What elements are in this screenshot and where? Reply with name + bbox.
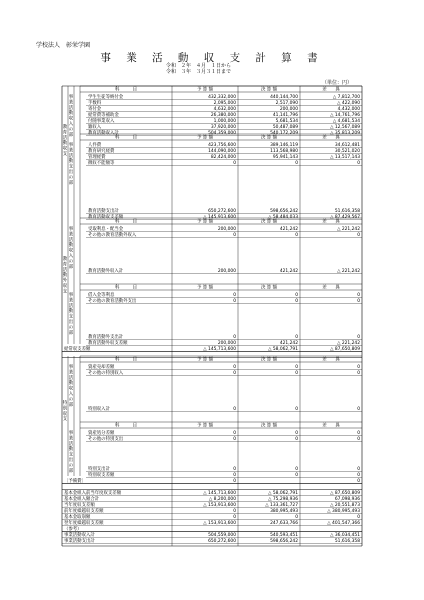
row-label: 事業活動収入計 xyxy=(64,533,95,538)
column-header-budget: 予 算 額 xyxy=(197,285,213,291)
cell-diff: △ 380,995,493 xyxy=(327,509,360,514)
column-header-subject: 科 目 xyxy=(115,285,137,291)
column-header-budget: 予 算 額 xyxy=(197,357,213,363)
row-label: 経常収支差額 xyxy=(64,347,91,352)
cell-diff: 34,612,481 xyxy=(334,143,360,148)
group-label-nonedu: 外 xyxy=(62,278,68,284)
subgroup-label: 収 xyxy=(68,248,74,254)
cell-actual: 2,517,090 xyxy=(275,101,298,106)
cell-actual: 440,144,700 xyxy=(270,95,298,100)
row-label: 受取利息・配当金 xyxy=(88,227,124,232)
cell-diff: 0 xyxy=(357,407,360,412)
group-label-special: 支 xyxy=(62,417,68,423)
group-label-edu: 活 xyxy=(62,135,68,141)
subgroup-label: 収 xyxy=(68,386,74,392)
row-label: 付随事業収入 xyxy=(88,119,115,124)
cell-diff: △ 221,242 xyxy=(337,341,360,346)
subgroup-label: 活 xyxy=(68,441,74,447)
period-to: 令和 ３年 ３月３１日まで xyxy=(166,69,232,75)
row-label: 教育活動収支差額 xyxy=(88,215,124,220)
cell-actual: 0 xyxy=(295,515,298,520)
cell-budget: 0 xyxy=(233,437,236,442)
cell-diff: 0 xyxy=(357,473,360,478)
cell-actual: 421,242 xyxy=(279,341,298,346)
subgroup-label: 入 xyxy=(68,122,74,127)
cell-budget: △ 8,200,000 xyxy=(208,497,236,502)
cell-diff: 0 xyxy=(357,515,360,520)
cell-actual: 540,593,451 xyxy=(270,533,298,538)
cell-actual: 0 xyxy=(295,437,298,442)
cell-diff: 0 xyxy=(357,371,360,376)
subgroup-label: 業 xyxy=(68,100,74,106)
subgroup-label: 事 xyxy=(68,227,74,232)
column-header-subject: 科 目 xyxy=(115,423,137,429)
subgroup-label: 部 xyxy=(68,468,74,474)
row-label: 基本金取崩額 xyxy=(64,515,91,520)
row-label: 資産処分差額 xyxy=(88,431,115,436)
cell-budget: 0 xyxy=(233,509,236,514)
cell-actual: 0 xyxy=(295,161,298,166)
subgroup-label: 事 xyxy=(68,431,74,436)
row-label: （参考） xyxy=(64,527,82,532)
cell-actual: 5,681,534 xyxy=(275,119,298,124)
cell-diff: △ 422,090 xyxy=(337,101,360,106)
cell-diff: △ 13,517,143 xyxy=(330,155,360,160)
cell-budget: 0 xyxy=(233,365,236,370)
subgroup-label: 業 xyxy=(68,370,74,376)
cell-actual: 0 xyxy=(295,407,298,412)
subgroup-label: 業 xyxy=(68,436,74,442)
cell-diff: △ 36,034,451 xyxy=(330,533,360,538)
row-label: 寄付金 xyxy=(88,107,102,112)
subgroup-label: 動 xyxy=(68,159,74,165)
row-label: 教育活動支出計 xyxy=(88,209,119,214)
cell-diff: △ 35,813,209 xyxy=(330,131,360,136)
cell-diff: 4,432,000 xyxy=(337,107,360,112)
cell-diff: △ 7,812,700 xyxy=(332,95,360,100)
cell-actual: 50,487,089 xyxy=(272,125,298,130)
subgroup-label: の xyxy=(68,175,74,181)
cell-budget: 200,000 xyxy=(217,341,236,346)
cell-budget: 0 xyxy=(233,299,236,304)
group-label-nonedu: 育 xyxy=(62,262,68,268)
cell-budget: 144,090,000 xyxy=(208,149,236,154)
cell-diff: △ 4,681,534 xyxy=(332,119,360,124)
row-label: 人件費 xyxy=(88,143,102,148)
subgroup-label: 活 xyxy=(68,375,74,381)
row-label: 手数料 xyxy=(88,101,102,106)
subgroup-label: 動 xyxy=(68,243,74,249)
cell-actual: 0 xyxy=(295,299,298,304)
subgroup-label: 出 xyxy=(68,458,74,463)
column-header-diff: 差 異 xyxy=(322,135,340,141)
cell-budget: 504,559,000 xyxy=(208,533,236,538)
subgroup-label: 活 xyxy=(68,303,74,309)
row-label: 学生生徒等納付金 xyxy=(88,95,124,100)
cell-diff: △ 87,429,567 xyxy=(330,215,360,220)
subgroup-label: 事 xyxy=(68,95,74,100)
group-label-special: 別 xyxy=(62,406,68,412)
column-header-actual: 決 算 額 xyxy=(261,135,277,141)
cell-actual: 389,146,119 xyxy=(270,143,298,148)
subgroup-label: 動 xyxy=(68,447,74,453)
row-label: 翌年度繰越収支差額 xyxy=(64,521,104,526)
cell-diff: 67,098,936 xyxy=(334,497,360,502)
cell-budget: 26,380,000 xyxy=(210,113,236,118)
cell-budget: △ 145,913,600 xyxy=(203,215,236,220)
row-label: 特別収支差額 xyxy=(88,473,115,478)
subgroup-label: 支 xyxy=(68,314,74,320)
cell-actual: △ 58,062,791 xyxy=(268,491,298,496)
column-header-actual: 決 算 額 xyxy=(261,357,277,363)
cell-diff: △ 221,242 xyxy=(337,269,360,274)
row-label: 管理経費 xyxy=(88,155,106,160)
cell-diff: 30,521,020 xyxy=(334,149,360,154)
group-label-edu: 教 xyxy=(62,125,68,130)
cell-budget: 0 xyxy=(233,293,236,298)
cell-budget: 0 xyxy=(233,431,236,436)
cell-actual: 0 xyxy=(295,233,298,238)
cell-budget: 432,332,000 xyxy=(208,95,236,100)
cell-diff: 0 xyxy=(357,467,360,472)
cell-diff: △ 87,650,809 xyxy=(330,491,360,496)
group-label-nonedu: 支 xyxy=(62,289,68,295)
cell-actual: 0 xyxy=(295,473,298,478)
cell-budget: 423,756,600 xyxy=(208,143,236,148)
cell-actual: 421,242 xyxy=(279,227,298,232)
cell-budget: 1,000,000 xyxy=(213,119,236,124)
cell-budget: 0 xyxy=(233,467,236,472)
column-header-subject: 科 目 xyxy=(115,135,137,141)
cell-diff: 0 xyxy=(357,293,360,298)
cell-diff: 51,616,358 xyxy=(334,209,360,214)
row-label: 借入金等利息 xyxy=(88,293,115,298)
row-label: 教育活動外収支差額 xyxy=(88,341,128,346)
column-header-budget: 予 算 額 xyxy=(197,219,213,225)
subgroup-label: の xyxy=(68,463,74,469)
row-label: 教育活動収入計 xyxy=(88,131,119,136)
subgroup-label: 部 xyxy=(68,264,74,270)
subgroup-label: 出 xyxy=(68,320,74,325)
cell-diff: 0 xyxy=(357,365,360,370)
cell-budget: 650,272,600 xyxy=(208,539,236,544)
column-header-actual: 決 算 額 xyxy=(261,87,277,93)
cell-budget: △ 153,913,600 xyxy=(203,521,236,526)
subgroup-label: 事 xyxy=(68,143,74,148)
subgroup-label: 部 xyxy=(68,330,74,336)
column-header-subject: 科 目 xyxy=(115,357,137,363)
cell-actual: 95,941,143 xyxy=(272,155,298,160)
subgroup-label: 業 xyxy=(68,148,74,154)
row-label: 基本金組入前当年度収支差額 xyxy=(64,491,122,496)
subgroup-label: 部 xyxy=(68,402,74,408)
subgroup-label: 支 xyxy=(68,164,74,170)
row-label: 特別支出計 xyxy=(88,467,110,472)
subgroup-label: 動 xyxy=(68,111,74,117)
cell-budget: 650,272,600 xyxy=(208,209,236,214)
cell-budget: 0 xyxy=(233,161,236,166)
cell-actual: 247,633,766 xyxy=(270,521,298,526)
group-label-edu: 動 xyxy=(62,141,68,147)
cell-budget: △ 145,713,600 xyxy=(203,491,236,496)
cell-diff: △ 14,761,796 xyxy=(330,113,360,118)
subgroup-label: 活 xyxy=(68,105,74,111)
column-header-actual: 決 算 額 xyxy=(261,423,277,429)
subgroup-label: 活 xyxy=(68,153,74,159)
cell-budget: 4,632,000 xyxy=(213,107,236,112)
cell-diff: △ 221,242 xyxy=(337,227,360,232)
cell-diff: 0 xyxy=(357,479,360,484)
cell-actual: △ 75,298,936 xyxy=(268,497,298,502)
cell-actual: 41,141,796 xyxy=(272,113,298,118)
cell-diff: △ 87,650,809 xyxy=(330,347,360,352)
cell-actual: 598,656,242 xyxy=(270,209,298,214)
cell-diff: △ 20,551,873 xyxy=(330,503,360,508)
subgroup-label: 事 xyxy=(68,365,74,370)
cell-budget: 0 xyxy=(233,479,236,484)
row-label: 雑収入 xyxy=(88,125,102,130)
cell-actual: △ 58,484,033 xyxy=(268,215,298,220)
row-label: 前年度繰越収支差額 xyxy=(64,509,104,514)
cell-diff: 51,616,358 xyxy=(334,539,360,544)
subgroup-label: 事 xyxy=(68,293,74,298)
cell-actual: 598,656,242 xyxy=(270,539,298,544)
document-title: 事 業 活 動 収 支 計 算 書 xyxy=(100,52,324,64)
cell-budget: 82,424,000 xyxy=(210,155,236,160)
cell-diff: △ 12,567,089 xyxy=(330,125,360,130)
cell-actual: 0 xyxy=(295,431,298,436)
column-header-diff: 差 異 xyxy=(322,219,340,225)
group-label-nonedu: 動 xyxy=(62,273,68,279)
column-header-subject: 科 目 xyxy=(115,219,137,225)
group-label-edu: 育 xyxy=(62,130,68,136)
row-label: 資産売却差額 xyxy=(88,365,115,370)
column-header-budget: 予 算 額 xyxy=(197,135,213,141)
cell-actual: △ 58,062,791 xyxy=(268,347,298,352)
cell-budget: △ 153,913,600 xyxy=(203,503,236,508)
cell-actual: 421,242 xyxy=(279,269,298,274)
organization-name: 学校法人 彰栄学園 xyxy=(36,42,91,49)
cell-actual: 380,995,493 xyxy=(270,509,298,514)
cell-actual: 0 xyxy=(295,365,298,370)
group-label-edu: 収 xyxy=(62,146,68,152)
row-label: 事業活動支出計 xyxy=(64,539,95,544)
cell-actual: 0 xyxy=(295,467,298,472)
row-label: 教育活動外支出計 xyxy=(88,335,124,340)
cell-actual: △ 133,361,727 xyxy=(265,503,298,508)
subgroup-label: の xyxy=(68,397,74,403)
subgroup-label: の xyxy=(68,127,74,133)
row-label: 基本金組入額合計 xyxy=(64,497,100,502)
row-label: 経常費等補助金 xyxy=(88,113,119,118)
subgroup-label: 部 xyxy=(68,132,74,138)
cell-actual: 0 xyxy=(295,293,298,298)
column-header-subject: 科 目 xyxy=(115,87,137,93)
cell-budget: 504,359,000 xyxy=(208,131,236,136)
column-header-diff: 差 異 xyxy=(322,285,340,291)
subgroup-label: 出 xyxy=(68,170,74,175)
cell-budget: 0 xyxy=(233,473,236,478)
cell-actual: 0 xyxy=(295,371,298,376)
column-header-diff: 差 異 xyxy=(322,87,340,93)
row-label: 当年度収支差額 xyxy=(64,503,95,508)
subgroup-label: 収 xyxy=(68,116,74,122)
cell-budget: 0 xyxy=(233,407,236,412)
cell-actual: 200,000 xyxy=(279,107,298,112)
cell-diff: 0 xyxy=(357,431,360,436)
row-label: 特別収入計 xyxy=(88,407,110,412)
cell-budget: 37,920,000 xyxy=(210,125,236,130)
subgroup-label: の xyxy=(68,325,74,331)
cell-actual: 113,568,980 xyxy=(270,149,298,154)
row-label: その他の特別支出 xyxy=(88,437,124,442)
subgroup-label: 入 xyxy=(68,254,74,259)
subgroup-label: 業 xyxy=(68,298,74,304)
subgroup-label: 業 xyxy=(68,232,74,238)
cell-diff: 0 xyxy=(357,299,360,304)
row-label: 教育研究経費 xyxy=(88,149,115,154)
subgroup-label: 動 xyxy=(68,381,74,387)
column-header-actual: 決 算 額 xyxy=(261,219,277,225)
cell-diff: 0 xyxy=(357,233,360,238)
cell-budget: △ 145,713,600 xyxy=(203,347,236,352)
cell-diff: △ 401,547,366 xyxy=(327,521,360,526)
row-label: 徴収不能額等 xyxy=(88,161,115,166)
column-header-diff: 差 異 xyxy=(322,357,340,363)
cell-diff: 0 xyxy=(357,335,360,340)
subgroup-label: 支 xyxy=(68,452,74,458)
cell-budget: 200,000 xyxy=(217,227,236,232)
cell-diff: 0 xyxy=(357,437,360,442)
group-label-special: 収 xyxy=(62,411,68,417)
group-label-nonedu: 収 xyxy=(62,284,68,289)
cell-budget: 0 xyxy=(233,515,236,520)
row-label: その他の教育活動外支出 xyxy=(88,299,137,304)
unit-note: （単位：円） xyxy=(322,80,353,86)
column-header-budget: 予 算 額 xyxy=(197,87,213,93)
cell-diff: 0 xyxy=(357,161,360,166)
cell-actual: 0 xyxy=(295,335,298,340)
cell-budget: 200,000 xyxy=(217,269,236,274)
row-label: その他の教育活動外収入 xyxy=(88,233,137,238)
subgroup-label: 入 xyxy=(68,392,74,397)
cell-actual: 540,172,209 xyxy=(270,131,298,136)
subgroup-label: 活 xyxy=(68,237,74,243)
column-header-diff: 差 異 xyxy=(322,423,340,429)
cell-budget: 2,095,000 xyxy=(213,101,236,106)
cell-budget: 0 xyxy=(233,371,236,376)
subgroup-label: 動 xyxy=(68,309,74,315)
group-label-special: 特 xyxy=(62,401,68,406)
row-label: 〔予備費〕 xyxy=(64,479,86,484)
subgroup-label: の xyxy=(68,259,74,265)
row-label: 教育活動外収入計 xyxy=(88,269,124,274)
group-label-nonedu: 活 xyxy=(62,267,68,273)
cell-budget: 0 xyxy=(233,233,236,238)
subgroup-label: 部 xyxy=(68,180,74,186)
column-header-budget: 予 算 額 xyxy=(197,423,213,429)
column-header-actual: 決 算 額 xyxy=(261,285,277,291)
period-from: 令和 ２年 ４月 １日から xyxy=(166,63,232,69)
group-label-nonedu: 教 xyxy=(62,257,68,262)
row-label: その他の特別収入 xyxy=(88,371,124,376)
group-label-edu: 支 xyxy=(62,152,68,157)
cell-budget: 0 xyxy=(233,335,236,340)
